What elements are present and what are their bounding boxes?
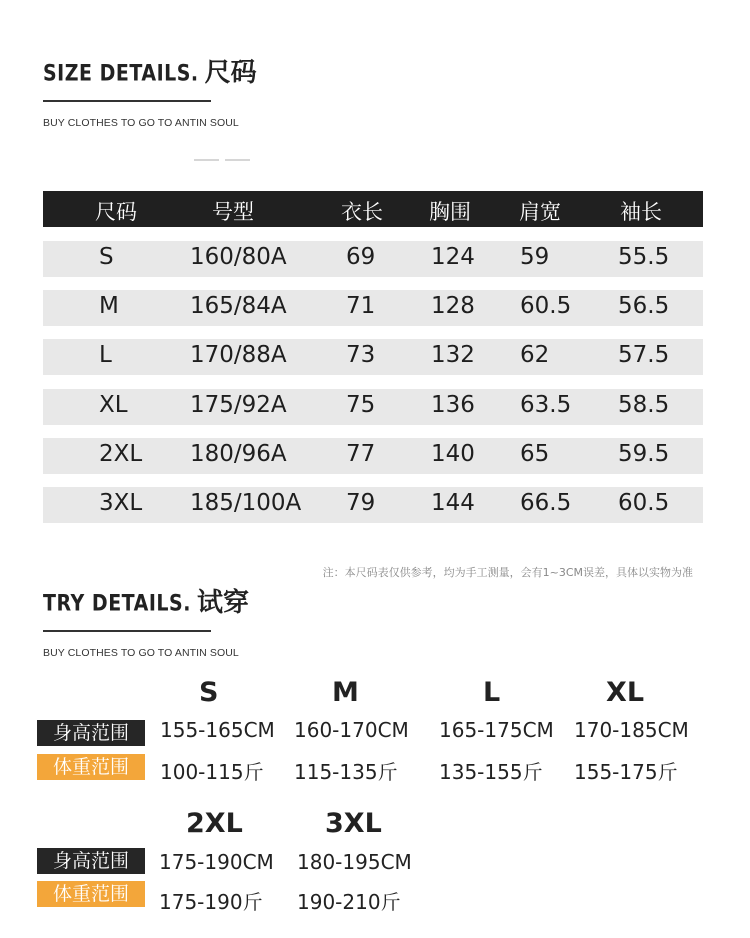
- cell-sleeve: 55.5: [618, 244, 670, 270]
- weight-range-tag: 体重范围: [37, 754, 145, 780]
- cell-sleeve: 59.5: [618, 441, 670, 467]
- cell-shoulder: 59: [520, 244, 550, 270]
- header-sleeve: 袖长: [620, 200, 662, 224]
- cell-length: 71: [346, 293, 376, 319]
- cell-size: L: [99, 342, 112, 368]
- table-row: [43, 290, 703, 326]
- weight-value: 175-190斤: [159, 890, 263, 914]
- cell-length: 75: [346, 392, 376, 418]
- try-title-underline: [43, 630, 211, 632]
- cell-model: 165/84A: [190, 293, 287, 319]
- cell-shoulder: 62: [520, 342, 550, 368]
- cell-model: 180/96A: [190, 441, 287, 467]
- cell-size: M: [99, 293, 119, 319]
- weight-value: 115-135斤: [294, 760, 398, 784]
- size-subtitle: BUY CLOTHES TO GO TO ANTIN SOUL: [43, 117, 239, 129]
- header-shoulder: 肩宽: [519, 200, 561, 224]
- cell-shoulder: 63.5: [520, 392, 572, 418]
- cell-shoulder: 66.5: [520, 490, 572, 516]
- cell-model: 170/88A: [190, 342, 287, 368]
- height-value: 165-175CM: [439, 718, 554, 742]
- try-title-zh: 试穿: [196, 588, 249, 618]
- height-value: 155-165CM: [160, 718, 275, 742]
- height-range-tag: 身高范围: [37, 720, 145, 746]
- try-size-label: XL: [606, 677, 645, 708]
- size-title-underline: [43, 100, 211, 102]
- weight-value: 135-155斤: [439, 760, 543, 784]
- header-chest: 胸围: [429, 200, 471, 224]
- cell-length: 79: [346, 490, 376, 516]
- table-row: [43, 339, 703, 375]
- cell-size: XL: [99, 392, 128, 418]
- try-subtitle: BUY CLOTHES TO GO TO ANTIN SOUL: [43, 647, 239, 659]
- cell-size: S: [99, 244, 114, 270]
- size-table-header: [43, 191, 703, 227]
- cell-sleeve: 58.5: [618, 392, 670, 418]
- size-title-en: SIZE DETAILS.: [43, 60, 199, 86]
- table-row: [43, 389, 703, 425]
- cell-model: 185/100A: [190, 490, 302, 516]
- table-row: [43, 241, 703, 277]
- cell-chest: 144: [431, 490, 475, 516]
- try-size-label: S: [199, 677, 219, 708]
- cell-model: 175/92A: [190, 392, 287, 418]
- height-value: 170-185CM: [574, 718, 689, 742]
- cell-length: 69: [346, 244, 376, 270]
- cell-chest: 132: [431, 342, 475, 368]
- try-section-title: [43, 590, 249, 616]
- weight-range-tag: 体重范围: [37, 881, 145, 907]
- cell-sleeve: 60.5: [618, 490, 670, 516]
- cell-length: 77: [346, 441, 376, 467]
- try-title-en: TRY DETAILS.: [43, 590, 191, 616]
- cell-size: 2XL: [99, 441, 143, 467]
- weight-value: 155-175斤: [574, 760, 678, 784]
- cell-sleeve: 56.5: [618, 293, 670, 319]
- measurement-note: 注：本尺码表仅供参考，均为手工测量，会有1~3CM误差，具体以实物为准: [322, 566, 693, 579]
- height-range-tag: 身高范围: [37, 848, 145, 874]
- cell-chest: 140: [431, 441, 475, 467]
- header-size: 尺码: [95, 200, 137, 224]
- cell-length: 73: [346, 342, 376, 368]
- cell-chest: 136: [431, 392, 475, 418]
- cell-shoulder: 60.5: [520, 293, 572, 319]
- table-row: [43, 487, 703, 523]
- cell-chest: 128: [431, 293, 475, 319]
- try-size-label: M: [332, 677, 359, 708]
- size-title-zh: 尺码: [204, 58, 257, 88]
- cell-sleeve: 57.5: [618, 342, 670, 368]
- try-size-label: 2XL: [186, 808, 243, 839]
- table-row: [43, 438, 703, 474]
- height-value: 175-190CM: [159, 850, 274, 874]
- weight-value: 100-115斤: [160, 760, 264, 784]
- try-size-label: L: [483, 677, 501, 708]
- header-model: 号型: [212, 200, 254, 224]
- weight-value: 190-210斤: [297, 890, 401, 914]
- height-value: 180-195CM: [297, 850, 412, 874]
- size-section-title: [43, 60, 257, 86]
- try-size-label: 3XL: [325, 808, 382, 839]
- cell-chest: 124: [431, 244, 475, 270]
- divider-dash: [225, 159, 250, 161]
- header-length: 衣长: [341, 200, 383, 224]
- cell-size: 3XL: [99, 490, 143, 516]
- cell-model: 160/80A: [190, 244, 287, 270]
- divider-dash: [194, 159, 219, 161]
- cell-shoulder: 65: [520, 441, 550, 467]
- height-value: 160-170CM: [294, 718, 409, 742]
